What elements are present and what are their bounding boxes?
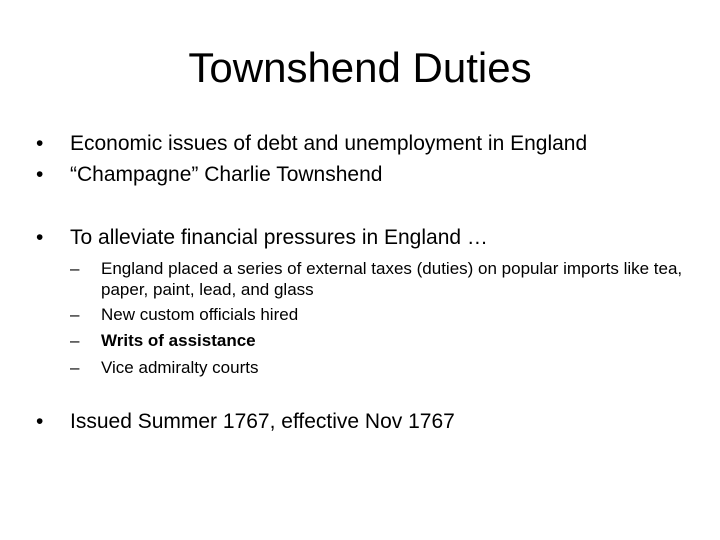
dash-icon: – xyxy=(70,305,80,324)
bullet-icon: • xyxy=(36,132,44,155)
bullet-icon: • xyxy=(36,410,44,433)
dash-icon: – xyxy=(70,331,80,350)
sub-bullet-text: Vice admiralty courts xyxy=(101,358,259,377)
bullet-text: To alleviate financial pressures in England … xyxy=(70,226,488,249)
dash-icon: – xyxy=(70,358,80,377)
bullet-text: Economic issues of debt and unemployment in England xyxy=(70,132,588,155)
bullet-icon: • xyxy=(36,226,44,249)
bullet-text: “Champagne” Charlie Townshend xyxy=(70,163,383,186)
sub-bullet-text: England placed a series of external taxes (duties) on popular imports like tea, paper, paint, lead, and glass xyxy=(101,259,683,299)
sub-bullet-text: New custom officials hired xyxy=(101,305,299,324)
dash-icon: – xyxy=(70,259,80,278)
bullet-icon: • xyxy=(36,163,44,186)
sub-bullet-text: Writs of assistance xyxy=(101,331,256,350)
bullet-text: Issued Summer 1767, effective Nov 1767 xyxy=(70,410,455,433)
slide-title: Townshend Duties xyxy=(188,44,532,91)
